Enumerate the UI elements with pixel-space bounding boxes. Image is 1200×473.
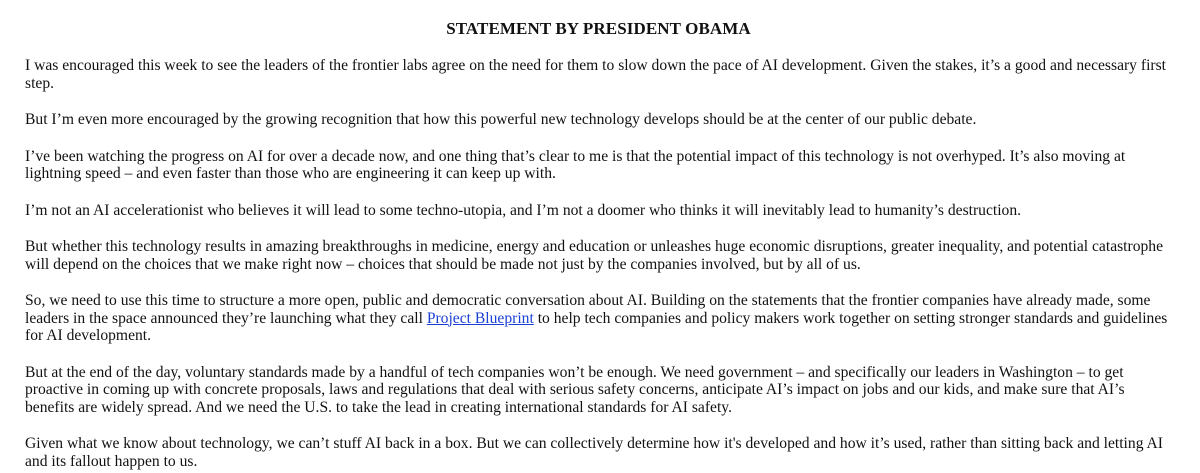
paragraph-5: But whether this technology results in amazing breakthroughs in medicine, energy and education or unleashes huge economic disruptions, greater inequality, and potential catastrophe will depend on the choices that we make right now – choices that should be made not just by the companies involved, but by all of us. <box>25 238 1164 273</box>
paragraph-6-before: So, we need to use this time to structure a more open, public and democratic conversation about AI. Building on the statements that the frontier companies have already made, some leaders in the space announced they’re launching what they call <box>25 292 1151 327</box>
paragraph-6-after: to help tech companies and policy makers work together on setting stronger standards and guidelines for AI development. <box>25 309 1168 344</box>
paragraph-8: Given what we know about technology, we can’t stuff AI back in a box. But we can collectively determine how it's developed and how it’s used, rather than sitting back and letting AI and its fallout happen to us. <box>25 435 1163 470</box>
paragraph-3: I’ve been watching the progress on AI for over a decade now, and one thing that’s clear to me is that the potential impact of this technology is not overhyped. It’s also moving at lightning speed – and even faster than those who are engineering it can keep up with. <box>25 147 1126 182</box>
paragraph-1: I was encouraged this week to see the leaders of the frontier labs agree on the need for them to slow down the pace of AI development. Given the stakes, it’s a good and necessary first step. <box>25 57 1167 92</box>
paragraph-7: But at the end of the day, voluntary standards made by a handful of tech companies won’t be enough. We need government – and specifically our leaders in Washington – to get proactive in coming up with concrete proposals, laws and regulations that deal with serious safety concerns, anticipate AI’s impact on jobs and our kids, and make sure that AI’s benefits are widely spread. And we need the U.S. to take the lead in creating international standards for AI safety. <box>25 363 1125 416</box>
paragraph-2: But I’m even more encouraged by the growing recognition that how this powerful new technology develops should be at the center of our public debate. <box>25 111 977 128</box>
statement-title: STATEMENT BY PRESIDENT OBAMA <box>446 19 751 38</box>
project-blueprint-link[interactable]: Project Blueprint <box>426 309 534 327</box>
paragraph-4: I’m not an AI accelerationist who believes it will lead to some techno-utopia, and I’m not a doomer who thinks it will inevitably lead to humanity’s destruction. <box>25 201 1022 219</box>
paragraph-6 <box>25 292 1172 345</box>
